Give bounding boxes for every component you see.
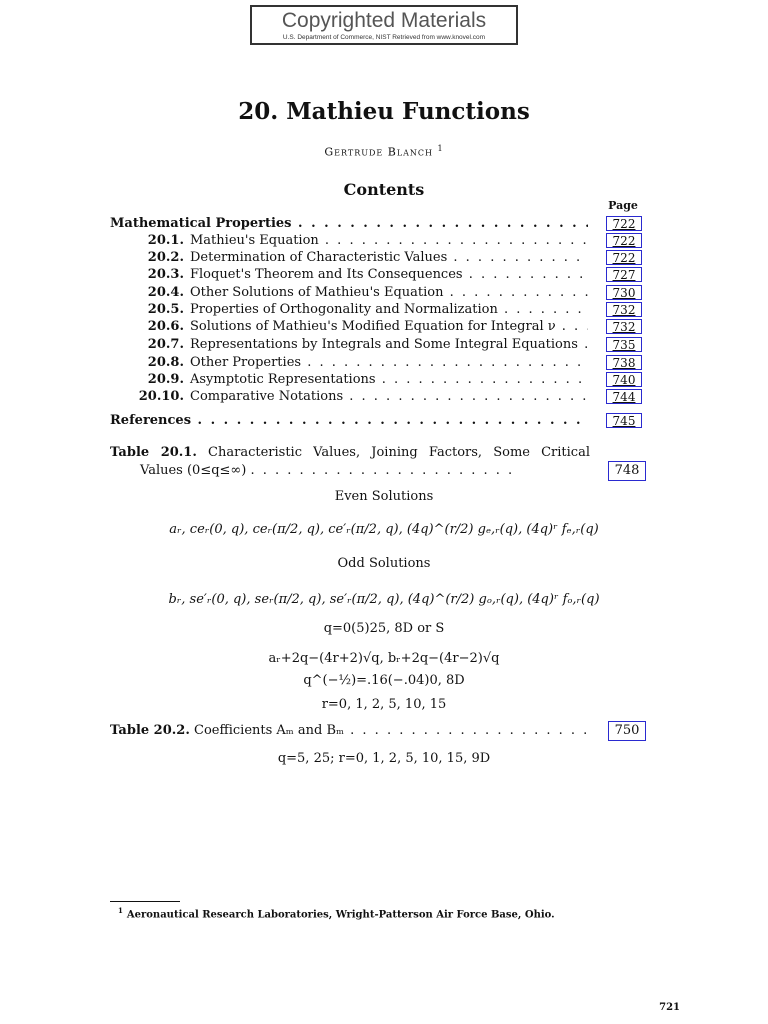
toc-number: 20.2.: [147, 250, 184, 265]
toc-number: 20.7.: [147, 337, 184, 352]
toc-number: 20.4.: [147, 285, 184, 300]
toc-title: Mathieu's Equation: [190, 233, 319, 248]
table-20-1-entry: [110, 444, 590, 480]
author-footnote-mark: 1: [437, 144, 444, 153]
chapter-title: 20. Mathieu Functions: [238, 98, 530, 125]
toc-label: [138, 388, 588, 406]
page-link[interactable]: 732: [606, 319, 642, 334]
toc-label: [138, 249, 588, 267]
toc-title: Other Solutions of Mathieu's Equation: [190, 285, 444, 300]
contents-heading: Contents: [343, 180, 425, 199]
toc-number: 20.9.: [147, 372, 184, 387]
footnote-mark: 1: [118, 906, 123, 915]
odd-solutions-formula: bᵣ, se′ᵣ(0, q), seᵣ(π/2, q), se′ᵣ(π/2, q), (4q)^(r/2) gₒ,ᵣ(q), (4q)ʳ fₒ,ᵣ(q): [168, 592, 600, 607]
page-link[interactable]: 735: [606, 337, 642, 352]
page-link[interactable]: 727: [606, 267, 642, 282]
page-link[interactable]: 730: [606, 285, 642, 300]
table-description: Coefficients Aₘ and Bₘ: [194, 723, 345, 738]
toc-entry-20-7[interactable]: [0, 336, 768, 354]
toc-entry-20-4[interactable]: [0, 284, 768, 302]
table-20-2-page-link[interactable]: 750: [608, 721, 646, 741]
toc-entry-20-10[interactable]: [0, 388, 768, 406]
even-solutions-heading: Even Solutions: [334, 489, 434, 504]
toc-title: Floquet's Theorem and Its Consequences: [190, 267, 463, 282]
copyright-watermark: [250, 5, 518, 45]
toc-entry-20-6[interactable]: [0, 318, 768, 336]
toc-title: Other Properties: [190, 355, 302, 370]
toc-title: Properties of Orthogonality and Normalization: [190, 302, 498, 317]
toc-title: Solutions of Mathieu's Modified Equation for Integral ν: [190, 319, 556, 334]
page-link[interactable]: 738: [606, 355, 642, 370]
toc-entry-20-1[interactable]: [0, 232, 768, 250]
toc-label: [138, 301, 588, 319]
toc-number: 20.6.: [147, 319, 184, 334]
toc-title: Representations by Integrals and Some Integral Equations: [190, 337, 578, 352]
author-line: [0, 144, 768, 159]
table-name: Table 20.2.: [110, 723, 190, 738]
table-20-2-range: q=5, 25; r=0, 1, 2, 5, 10, 15, 9D: [277, 751, 491, 766]
toc-entry-references[interactable]: [0, 412, 768, 430]
page-link[interactable]: 722: [606, 250, 642, 265]
page-link[interactable]: 744: [606, 389, 642, 404]
r-line: r=0, 1, 2, 5, 10, 15: [321, 697, 447, 712]
odd-solutions-heading: Odd Solutions: [337, 556, 431, 571]
footnote-rule: [110, 901, 180, 902]
table-20-1-line-1: [110, 444, 590, 462]
page-link[interactable]: 732: [606, 302, 642, 317]
toc-label: [110, 722, 588, 740]
page-column-label: Page: [608, 199, 638, 212]
toc-entry-20-3[interactable]: [0, 266, 768, 284]
footnote: [118, 906, 555, 920]
toc-label: [138, 318, 588, 336]
toc-label: [138, 371, 588, 389]
q-line: q^(−½)=.16(−.04)0, 8D: [303, 673, 465, 688]
watermark-subtitle: U.S. Department of Commerce, NIST Retrieved from www.knovel.com: [282, 34, 486, 41]
toc-label: [138, 284, 588, 302]
asymptotic-line: aᵣ+2q−(4r+2)√q, bᵣ+2q−(4r−2)√q: [268, 651, 500, 666]
range-line: q=0(5)25, 8D or S: [323, 621, 445, 636]
toc-number: 20.8.: [147, 355, 184, 370]
page-link[interactable]: 722: [606, 216, 642, 231]
page-link[interactable]: 740: [606, 372, 642, 387]
footnote-text: Aeronautical Research Laboratories, Wright-Patterson Air Force Base, Ohio.: [126, 909, 555, 921]
toc-number: 20.3.: [147, 267, 184, 282]
page-link[interactable]: 745: [606, 413, 642, 428]
toc-label: [138, 336, 588, 354]
page-link[interactable]: 722: [606, 233, 642, 248]
toc-title: Determination of Characteristic Values: [190, 250, 448, 265]
toc-label: [138, 232, 588, 250]
author-name: Gertrude Blanch: [324, 145, 434, 159]
even-solutions-formula: aᵣ, ceᵣ(0, q), ceᵣ(π/2, q), ce′ᵣ(π/2, q), (4q)^(r/2) gₑ,ᵣ(q), (4q)ʳ fₑ,ᵣ(q): [169, 522, 599, 537]
toc-title: Comparative Notations: [190, 389, 344, 404]
toc-entry-20-2[interactable]: [0, 249, 768, 267]
table-description-cont: Values (0≤q≤∞): [140, 463, 247, 478]
toc-label: [138, 354, 588, 372]
toc-entry-20-8[interactable]: [0, 354, 768, 372]
toc-entry-20-5[interactable]: [0, 301, 768, 319]
table-20-1-line-2: Values (0≤q≤∞) . . . . . . . . . . . . . . . . . . . . . .: [140, 463, 515, 478]
table-20-1-page-link[interactable]: 748: [608, 461, 646, 481]
toc-label: [138, 266, 588, 284]
table-description: Characteristic Values, Joining Factors, Some Critical: [208, 445, 590, 460]
table-20-2-entry[interactable]: [0, 722, 768, 740]
toc-entry-mathematical-properties[interactable]: [0, 215, 768, 233]
toc-number: 20.1.: [147, 233, 184, 248]
toc-title: Asymptotic Representations: [190, 372, 376, 387]
toc-label: References . . .: [110, 412, 588, 430]
watermark-title: Copyrighted Materials: [281, 9, 487, 32]
toc-number: 20.10.: [138, 389, 184, 404]
table-name: Table 20.1.: [110, 445, 197, 460]
page-number: 721: [659, 1002, 680, 1013]
toc-entry-20-9[interactable]: [0, 371, 768, 389]
toc-label: Mathematical Properties . . .: [110, 215, 588, 233]
toc-number: 20.5.: [147, 302, 184, 317]
